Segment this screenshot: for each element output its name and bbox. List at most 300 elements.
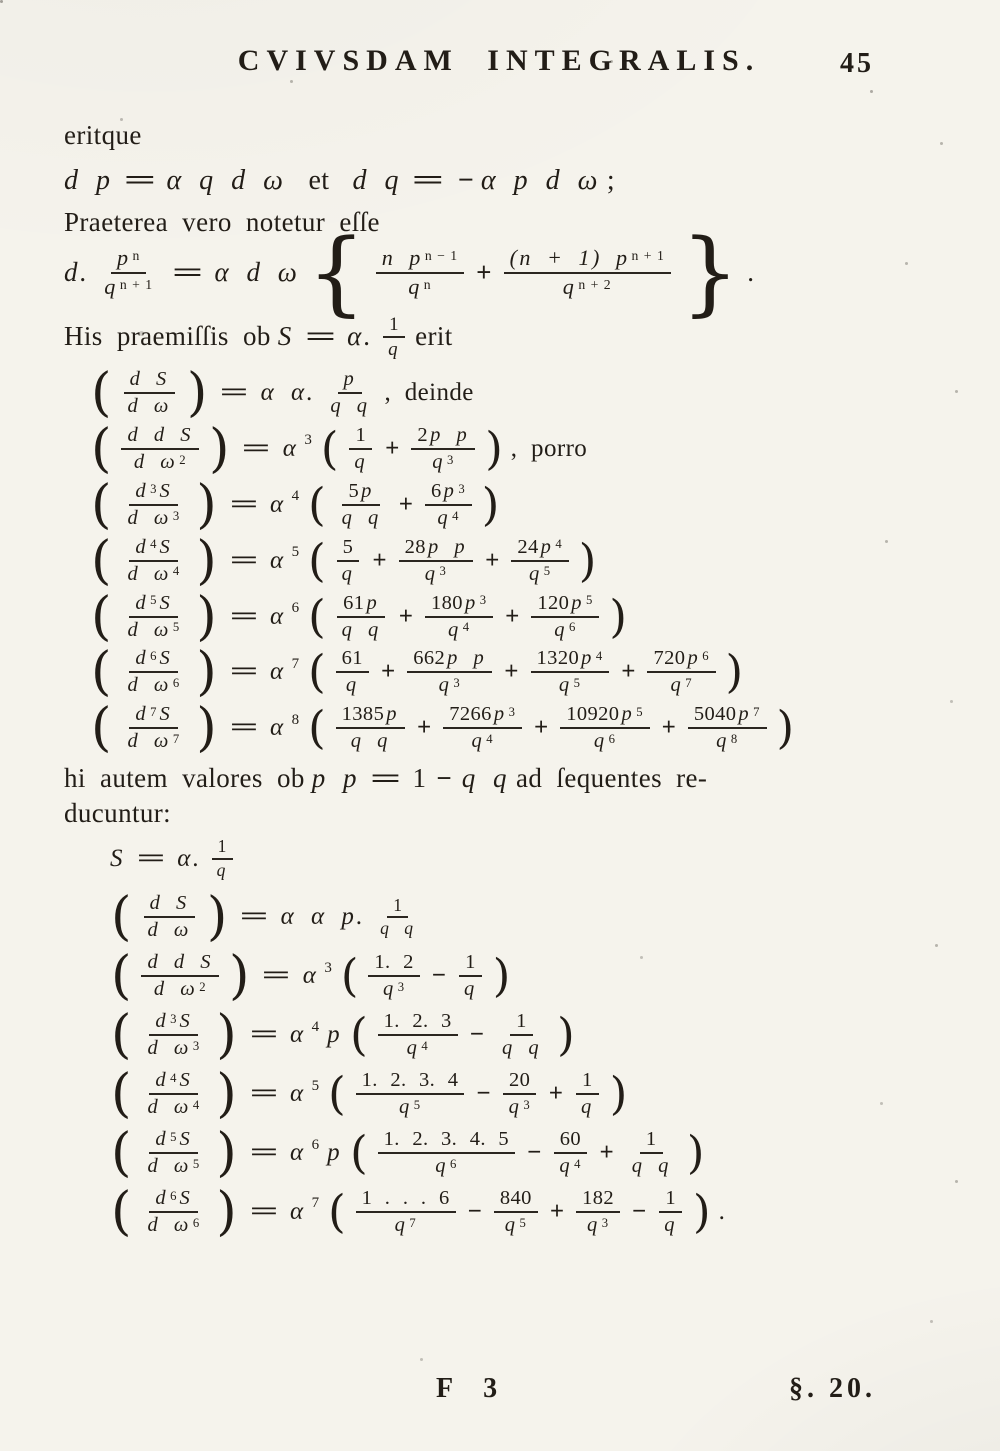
fraction [374,896,421,939]
numerator [576,1069,599,1095]
math-variable: d [155,1187,169,1209]
denominator [121,673,186,697]
catchword: F 3 [436,1373,510,1404]
superscript: 2 [179,452,187,467]
superscript: 3 [446,452,455,467]
superscript: 5 [150,593,158,608]
numerator [337,592,385,618]
numerator [399,536,473,562]
math-variable: α [282,434,299,462]
denominator [557,274,618,300]
math-variable: d ω [147,1037,191,1060]
superscript: 8 [291,711,301,728]
math-variable: d [155,1128,169,1151]
numerator [659,1187,682,1213]
math-variable: d ω [127,394,171,417]
superscript: 4 [462,620,471,635]
his-praemissis-line [64,314,934,360]
fraction [560,703,649,753]
superscript: 5 [170,1129,178,1144]
math-operator: + [504,658,519,686]
fraction [121,536,186,586]
math-text: 20 [509,1069,531,1092]
denominator [121,562,186,586]
math-variable: q [435,1155,449,1178]
math-operator: − [632,1197,647,1225]
numerator [111,246,146,274]
math-text: 662 [413,647,446,670]
math-variable: d [135,647,149,670]
superscript: 8 [730,732,739,747]
math-variable: d ω [127,506,171,529]
superscript: 4 [555,537,563,552]
math-variable: d ω [133,450,178,473]
math-text: His praemiſſis ob [64,321,271,352]
fraction [658,1187,683,1237]
superscript: 3 [453,676,461,691]
math-variable: q q [341,618,381,641]
reduced-2: ( $\frac{\text{d d S}}{d \omega ^2}$ ) = α 3 ( $\frac{1. 2}{q ^3}$ − $\frac{1}{q}$ ) [111,945,511,1007]
reduced-5: ( $\frac{d ^5S}{d \omega ^5}$ ) = α 6 p ( $\frac{1. 2. 3. 4. 5}{q ^6}$ − $\frac{60}{q ^4}$ + $\frac{1}{\text{q q}}$ ) [111,1122,705,1184]
numerator [129,647,178,673]
derivative-5: ( $\frac{d ^5S}{d \omega ^5}$ ) = α 6 ( $\frac{61p}{\text{q q}}$ + $\frac{180p ^3}{q ^4}$ + $\frac{120p ^5}{q ^6}$ ) [91,585,627,647]
superscript: 7 [172,732,181,747]
math-variable: q [593,730,607,753]
denominator [141,1036,206,1060]
math-variable: S [179,1128,193,1151]
math-text: 24 [517,535,539,558]
math-operator: − [467,1197,482,1225]
numerator [443,703,522,729]
math-operator: + [416,714,432,742]
math-variable: α [269,714,286,742]
denominator [496,1036,547,1060]
fraction [141,1010,206,1060]
numerator [688,703,767,729]
math-operator: = [411,165,445,196]
denominator [324,394,375,418]
fraction [141,1187,206,1237]
numerator [124,368,175,394]
math-variable: p [361,479,374,502]
math-variable: d [135,535,149,558]
fraction [425,480,472,530]
math-operator: + [548,1080,563,1108]
derivative-1: ( $\frac{\text{d S}}{\text{d ω}}$ ) = α α. $\frac{p}{\text{q q}}$ , deinde [91,361,474,423]
superscript: 3 [172,508,181,523]
math-operator: + [485,546,500,574]
math-operator: + [380,658,396,686]
math-variable: α [289,1197,306,1225]
denominator [523,562,557,586]
math-operator: + [385,434,400,462]
math-variable: q [447,618,461,641]
math-text: 1. 2. 3 [383,1010,452,1033]
math-variable: d [155,1010,169,1033]
fraction [376,246,464,300]
reduced-3: ( $\frac{d ^3S}{d \omega ^3}$ ) = α 4 p ( $\frac{1. 2. 3}{q ^4}$ − $\frac{1}{\text{q q}}$ ) [111,1004,575,1066]
superscript: 3 [150,481,158,496]
math-operator: = [229,546,259,574]
math-text: 1 [465,951,476,974]
numerator [129,536,178,562]
superscript: n [132,248,141,264]
math-variable: d. [64,257,90,288]
superscript: 6 [172,676,181,691]
math-text: , porro [510,434,588,462]
denominator [98,274,159,300]
math-text: 180 [431,591,463,614]
math-text: 1385 [341,703,385,726]
math-variable: q [406,1037,420,1060]
superscript: 3 [523,1097,531,1112]
math-text: 1 [412,763,427,794]
fraction [121,592,186,642]
math-operator: = [304,321,337,352]
denominator [121,618,186,642]
math-variable: p [116,245,131,270]
math-variable: d ω [127,730,171,753]
numerator [459,951,482,977]
math-text: 1 [665,1187,676,1209]
math-text: 1 [355,423,367,446]
fraction [443,703,522,753]
derivative-3: ( $\frac{d ^3S}{d \omega ^3}$ ) = α 4 ( $\frac{5p}{\text{q q}}$ + $\frac{6p ^3}{q ^4}$ ) [91,473,500,535]
superscript: 7 [409,1215,417,1230]
math-variable: p [386,703,399,726]
denominator [401,1036,435,1060]
fraction [336,647,369,697]
math-variable: d d S [147,951,213,974]
superscript: n [423,277,432,293]
page-number: 45 [840,48,874,79]
math-variable: d [135,479,149,502]
math-variable: q [345,674,359,697]
denominator [426,450,460,474]
math-variable: S [179,1187,193,1209]
math-operator: = [229,658,259,686]
fraction [324,368,375,418]
superscript: 5 [636,705,644,720]
superscript: n + 1 [119,277,154,293]
denominator [374,918,421,939]
math-text: 1320 [536,647,580,670]
math-variable: q [394,1213,408,1236]
denominator [626,1154,677,1178]
superscript: 3 [601,1215,610,1230]
math-operator: = [249,1197,279,1225]
superscript: 4 [574,1156,582,1171]
math-variable: p [493,703,507,726]
denominator [148,977,213,1001]
math-text: . [747,257,755,288]
math-text: , deinde [384,378,474,406]
fraction [211,837,234,880]
denominator [340,673,365,697]
math-variable: p [540,535,554,558]
math-variable: p [327,1139,343,1167]
math-variable: q q [380,918,416,939]
numerator [425,480,472,506]
math-text: ad ſequentes re- [515,763,708,794]
superscript: 7 [685,676,693,691]
math-operator: − [476,1080,491,1108]
math-text: 840 [499,1187,532,1209]
math-variable: p [343,367,357,390]
denominator [121,729,186,753]
numerator [554,1128,587,1154]
numerator [510,1010,533,1036]
math-variable: q [388,338,401,360]
reduced-0 [110,837,934,880]
math-operator: = [369,763,402,794]
math-text: 182 [582,1187,615,1209]
superscript: 4 [291,487,301,504]
math-variable: q [437,506,451,529]
math-operator: = [229,490,259,518]
math-variable: q [558,674,572,697]
numerator [368,951,419,977]
math-variable: p p [447,647,487,670]
math-variable: q [464,978,477,1001]
fraction [121,424,199,474]
superscript: 6 [450,1156,458,1171]
math-variable: q q [350,730,390,753]
fraction [336,480,387,530]
denominator [393,1095,427,1119]
fraction [496,1010,547,1060]
math-text: 5040 [693,703,737,726]
math-variable: d ω [127,674,171,697]
math-operator: + [661,714,676,742]
math-variable: α [269,658,286,686]
section-mark: §. 20. [789,1373,876,1404]
superscript: 4 [421,1039,429,1054]
math-text: 1 [645,1128,657,1151]
math-variable: d ω [127,618,171,641]
math-variable: q [559,1155,573,1178]
superscript: 3 [439,564,447,579]
math-variable: α. [347,321,374,352]
math-variable: d q [352,165,401,196]
math-text: hi autem valores ob [64,763,305,794]
math-variable: q [438,674,452,697]
denominator [141,1213,206,1237]
running-head [64,44,934,90]
fraction [553,1128,587,1178]
superscript: 6 [608,732,616,747]
math-variable: α [289,1021,306,1049]
superscript: n + 1 [631,248,665,264]
numerator [129,703,178,729]
fraction [121,368,176,418]
his-praemissis-block [64,314,934,360]
superscript: 3 [192,1039,201,1054]
math-variable: S [179,1069,193,1092]
math-variable: p [571,591,585,614]
fraction [425,592,493,642]
denominator [658,1213,683,1237]
fraction [378,1010,458,1060]
equation-dp-dq-block [64,165,934,197]
math-variable: d [135,703,149,726]
fraction [626,1128,677,1178]
math-variable: d d S [127,423,193,446]
math-text: 6 [431,479,442,502]
math-text: 1 . . . 6 [361,1187,450,1209]
reduction-intro [64,763,934,829]
derivative-6: ( $\frac{d ^6S}{d \omega ^6}$ ) = α 7 ( $\frac{61}{q}$ + $\frac{\text{662p p}}{q ^3}$ + $\frac{1320p ^4}{q ^5}$ + $\frac{720p ^6}{q ^7}$ ) [91,641,744,703]
math-operator: + [621,658,636,686]
math-variable: p p [427,535,468,558]
superscript: 4 [172,564,181,579]
math-variable: q [424,562,438,585]
superscript: n − 1 [424,248,459,264]
math-variable: q [398,1096,412,1119]
math-variable: q [216,859,228,880]
math-variable: p [464,591,478,614]
math-variable: d ω [147,1213,191,1236]
fraction [647,647,715,697]
math-variable: d ω [127,562,171,585]
denominator [348,450,373,474]
math-operator: + [505,602,520,630]
math-variable: p [687,647,701,670]
fraction [407,647,492,697]
denominator [466,729,500,753]
fraction [494,1187,538,1237]
numerator [144,892,195,918]
math-text: 120 [537,591,570,614]
math-variable: q [354,450,368,473]
math-variable: S [159,647,173,670]
math-variable: α p d ω [480,165,600,196]
math-operator: + [533,714,549,742]
math-text: 5 [342,535,354,558]
math-variable: α α. [260,378,316,406]
math-operator: = [241,434,272,462]
math-operator: = [229,602,259,630]
math-operator: + [398,602,413,630]
numerator [560,703,649,729]
fraction [356,1069,465,1119]
math-variable: α q d ω [166,165,286,196]
math-operator: = [249,1021,279,1049]
fraction [121,480,186,530]
equation-differential: d. $\frac{p ^n}{q ^{n + 1}}$ = α d ω { $\frac{n p ^{n - 1}}{q ^n}$ + $\frac{(n + 1) p ^{n + 1}}{q ^{n + 2}}$ } . [64,218,755,326]
math-variable: α [302,962,319,990]
superscript: 3 [170,1012,178,1027]
math-variable: α [289,1139,306,1167]
fraction [141,951,219,1001]
math-text: 7266 [449,703,492,726]
superscript: 7 [291,655,301,672]
math-operator: = [249,1080,279,1108]
superscript: 5 [311,1077,321,1094]
fraction [531,592,599,642]
math-variable: q [508,1096,522,1119]
math-variable: d [155,1069,169,1092]
math-variable: q [664,1213,678,1236]
numerator [149,1187,198,1213]
math-variable: α [269,546,286,574]
math-variable: q q [501,1037,542,1060]
fraction [504,246,671,300]
numerator [149,1010,198,1036]
fraction [348,424,373,474]
denominator [588,729,622,753]
superscript: 3 [479,593,488,608]
math-variable: n p [381,245,423,270]
math-variable: d S [149,892,189,915]
numerator [531,647,610,673]
denominator [431,506,465,530]
math-variable: q [528,562,542,585]
fraction [511,536,568,586]
denominator [141,1095,206,1119]
numerator [336,647,369,673]
superscript: 6 [192,1215,201,1230]
math-variable: q [432,450,445,473]
denominator [429,1154,463,1178]
math-variable: q [104,273,118,299]
numerator [411,424,475,450]
math-text: 5 [348,479,360,502]
math-text: 1. 2. 3. 4. 5 [383,1128,510,1151]
math-operator: = [229,714,259,742]
numerator [425,592,493,618]
denominator [442,618,476,642]
numerator [378,1010,458,1036]
math-variable: d ω [147,919,191,942]
math-text: 2 [417,423,429,446]
math-operator: + [398,490,413,518]
reduction-sentence-line-1 [64,763,934,794]
math-variable: S [179,1010,193,1033]
math-variable: d ω [147,1096,191,1119]
math-variable: q [554,618,568,641]
superscript: 5 [192,1156,201,1171]
superscript: 6 [702,649,710,664]
superscript: 3 [324,959,333,976]
math-variable: q [383,978,396,1001]
superscript: 6 [569,620,577,635]
fraction [378,1128,515,1178]
superscript: 5 [519,1215,527,1230]
math-operator: + [549,1197,565,1225]
math-variable: α α p. [280,903,366,931]
math-variable: p [738,703,752,726]
numerator [121,424,199,450]
superscript: 5 [573,676,581,691]
fraction [141,1069,206,1119]
math-variable: S [159,535,173,558]
fraction [399,536,473,586]
math-variable: d ω [153,978,198,1001]
numerator [378,1128,515,1154]
superscript: 7 [150,705,158,720]
math-operator: = [123,165,156,196]
superscript: 3 [397,980,406,995]
math-variable: d [135,591,149,614]
math-operator: − [527,1139,542,1167]
math-text: 1 [217,836,227,857]
denominator [121,394,176,418]
math-operator: = [239,903,270,931]
numerator [149,1128,198,1154]
math-text: et [308,165,330,196]
reduced-1: ( $\frac{\text{d S}}{\text{d ω}}$ ) = α α p. $\frac{1}{\text{q q}}$ [110,892,934,942]
